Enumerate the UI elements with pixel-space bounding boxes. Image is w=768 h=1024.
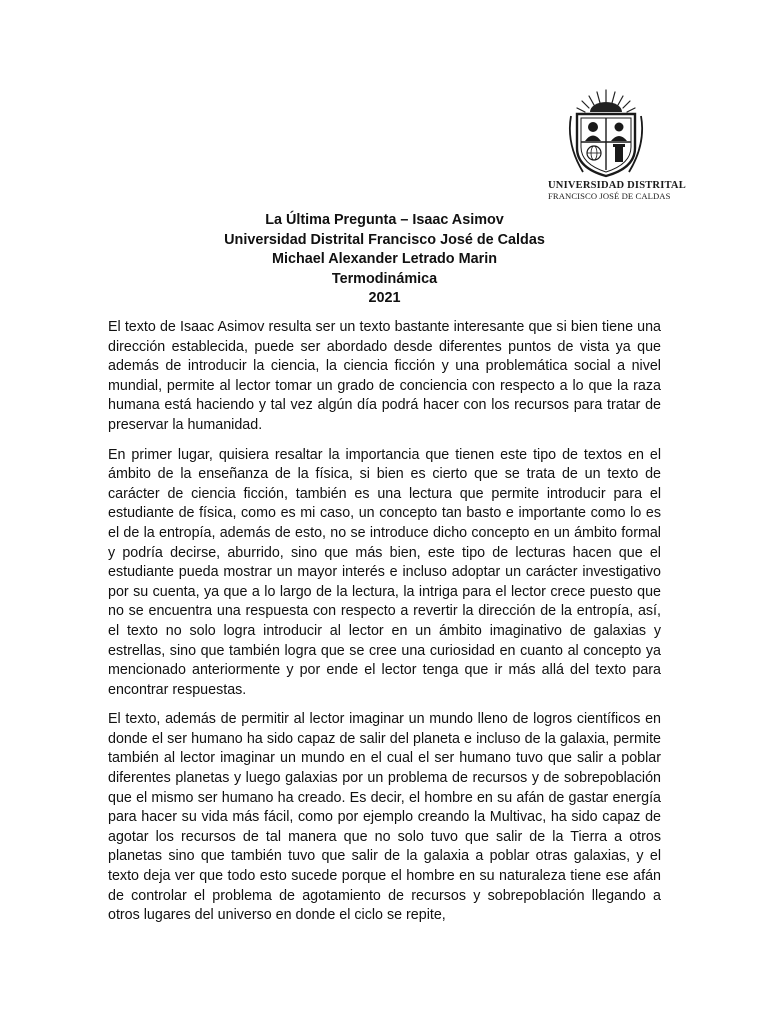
- institution-name: Universidad Distrital Francisco José de Caldas: [224, 231, 545, 248]
- document-header: [108, 211, 661, 309]
- document-year: 2021: [368, 290, 401, 306]
- paragraph: El texto de Isaac Asimov resulta ser un texto bastante interesante que si bien tiene una dirección establecida, puede ser abordado desde diferentes puntos de vista ya que además de introducir la ciencia, la ciencia ficción y una problemática social a nivel mundial, permite al lector tomar un grado de conciencia con respecto a lo que la raza humana está haciendo y tal vez algún día podrá hacer con los recursos para tratar de preservar la humanidad.: [108, 319, 661, 433]
- document-body: [108, 318, 661, 936]
- paragraph: El texto, además de permitir al lector imaginar un mundo lleno de logros científicos en donde el ser humano ha sido capaz de salir del planeta e incluso de la galaxia, permite también al lector imaginar un mundo en el cual el ser humano tuvo que salir a poblar diferentes planetas y luego galaxias por un problema de recursos y de sobrepoblación que el mismo ser humano ha creado. Es decir, el hombre en su afán de gastar energía para hacer su vida más fácil, como por ejemplo creando la Multivac, ha sido capaz de agotar los recursos de tal manera que no solo tuvo que salir de la Tierra a otros planetas sino que también tuvo que salir de la galaxia a poblar otras galaxias, y el texto deja ver que todo esto sucede porque el hombre en su naturaleza tiene ese afán de controlar el problema de agotamiento de recursos y sobrepoblación llegando a otros lugares del universo en donde el ciclo se repite,: [108, 711, 661, 924]
- author-name: Michael Alexander Letrado Marin: [272, 251, 497, 267]
- paragraph: En primer lugar, quisiera resaltar la importancia que tienen este tipo de textos en el ámbito de la enseñanza de la física, si bien es cierto que se trata de un texto de carácter de ciencia ficción, también es una lectura que permite introducir para el estudiante de física, como es mi caso, un concepto tan basto e importante como lo es el de la entropía, además de esto, no se introduce dicho concepto en un ámbito formal y podría decirse, aburrido, sino que más bien, este tipo de lecturas hacen que el estudiante pueda mostrar un mayor interés e incluso adoptar un carácter investigativo por su cuenta, ya que a lo largo de la lectura, la intriga para el lector crece puesto que no se encuentra una respuesta con respecto a revertir la dirección de la entropía, así, el texto no solo logra introducir al lector en un ámbito imaginativo de galaxias y estrellas, sino que también logra que se cree una curiosidad en cuanto al concepto ya mencionado anteriormente y por ende el lector tenga que ir más allá del texto para encontrar respuestas.: [108, 446, 661, 698]
- course-name: Termodinámica: [331, 270, 438, 287]
- document-title: La Última Pregunta – Isaac Asimov: [265, 212, 504, 228]
- university-logo: [548, 86, 686, 206]
- university-crest-icon: [563, 86, 649, 178]
- logo-university-subtitle: FRANCISCO JOSÉ DE CALDAS: [548, 191, 671, 201]
- logo-university-name: UNIVERSIDAD DISTRITAL: [548, 180, 686, 191]
